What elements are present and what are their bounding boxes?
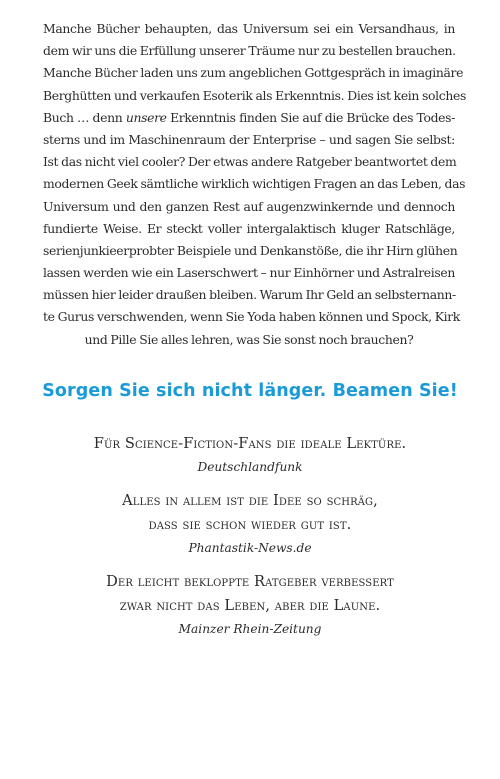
press-quote xyxy=(0,570,500,639)
press-quotes xyxy=(0,432,500,651)
blurb-line: Manche Bücher behaupten, das Universum sei ein Versandhaus, in xyxy=(43,21,455,36)
blurb-line: serienjunkieerprobter Beispiele und Denkanstöße, die ihr Hirn glühen xyxy=(43,242,458,258)
quote-source: Phantastik-News.de xyxy=(188,541,312,555)
blurb-line: modernen Geek sämtliche wirklich wichtigen Fragen an das Leben, das xyxy=(43,176,466,192)
blurb-line: lassen werden wie ein Laserschwert – nur Einhörner und Astralreisen xyxy=(43,265,455,281)
blurb-line-part: Buch … denn xyxy=(43,109,126,125)
quote-text: Alles in allem ist die Idee so schräg, xyxy=(122,492,378,509)
quote-source: Mainzer Rhein-Zeitung xyxy=(178,622,322,636)
blurb-line: sterns und im Maschinenraum der Enterprise – und sagen Sie selbst: xyxy=(43,131,455,147)
blurb-text xyxy=(43,18,466,351)
blurb-line: te Gurus verschwenden, wenn Sie Yoda haben können und Spock, Kirk xyxy=(43,309,460,325)
quote-source: Deutschlandfunk xyxy=(197,460,303,474)
tagline: Sorgen Sie sich nicht länger. Beamen Sie! xyxy=(42,381,458,401)
blurb-line: müssen hier leider draußen bleiben. Warum Ihr Geld an selbsternann- xyxy=(43,287,456,303)
blurb-line: Berghütten und verkaufen Esoterik als Erkenntnis. Dies ist kein solches xyxy=(43,87,466,103)
quote-text: zwar nicht das Leben, aber die Laune. xyxy=(119,597,381,614)
blurb-line: und Pille Sie alles lehren, was Sie sonst noch brauchen? xyxy=(84,331,414,347)
blurb-line: Ist das nicht viel cooler? Der etwas andere Ratgeber beantwortet dem xyxy=(43,154,457,170)
blurb-line: Universum und den ganzen Rest auf augenzwinkernde und dennoch xyxy=(43,198,455,214)
quote-text: Der leicht bekloppte Ratgeber verbessert xyxy=(106,573,394,590)
press-quote xyxy=(0,432,500,477)
blurb-line: dem wir uns die Erfüllung unserer Träume nur zu bestellen brauchen. xyxy=(43,43,456,59)
quote-text: Für Science-Fiction-Fans die ideale Lektüre. xyxy=(93,435,407,452)
blurb-line xyxy=(43,107,455,129)
blurb-line: Manche Bücher laden uns zum angeblichen Gottgespräch in imaginäre xyxy=(43,65,464,81)
blurb-emphasis: unsere xyxy=(125,109,167,125)
blurb-line-part: Erkenntnis finden Sie auf die Brücke des Todes- xyxy=(166,109,456,125)
blurb-line: fundierte Weise. Er steckt voller intergalaktisch kluger Ratschläge, xyxy=(43,220,455,236)
quote-text: dass sie schon wieder gut ist. xyxy=(148,516,352,533)
press-quote xyxy=(0,489,500,558)
